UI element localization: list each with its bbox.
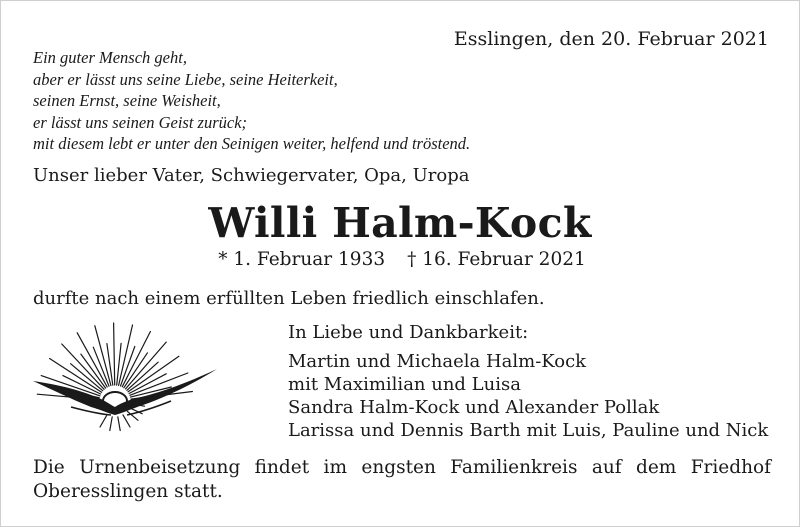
place-date: Esslingen, den 20. Februar 2021 <box>453 28 769 50</box>
poem-line: er lässt uns seinen Geist zurück; <box>33 112 248 132</box>
deceased-name: Willi Halm-Kock <box>208 199 592 247</box>
mourner-line: mit Maximilian und Luisa <box>288 374 521 395</box>
mourner-line: Martin und Michaela Halm-Kock <box>288 351 587 372</box>
poem <box>33 47 470 155</box>
poem-line: aber er lässt uns seine Liebe, seine Heiterkeit, <box>33 69 338 89</box>
mourners-heading: In Liebe und Dankbarkeit: <box>288 322 529 343</box>
poem-line: Ein guter Mensch geht, <box>33 48 187 67</box>
birth-date: * 1. Februar 1933 <box>218 249 386 270</box>
life-dates <box>1 247 799 273</box>
mourner-line: Sandra Halm-Kock und Alexander Pollak <box>288 397 660 418</box>
mourner-line: Larissa und Dennis Barth mit Luis, Pauline und Nick <box>288 420 769 441</box>
burial-notice: Die Urnenbeisetzung findet im engsten Familienkreis auf dem Friedhof Oberesslingen statt. <box>33 457 771 502</box>
poem-line: seinen Ernst, seine Weisheit, <box>33 91 221 110</box>
sun-and-bird-icon <box>31 319 221 439</box>
death-date: † 16. Februar 2021 <box>407 249 586 270</box>
relation-intro: Unser lieber Vater, Schwiegervater, Opa, Uropa <box>33 165 470 186</box>
passing-text: durfte nach einem erfüllten Leben friedlich einschlafen. <box>33 288 545 309</box>
poem-line: mit diesem lebt er unter den Seinigen weiter, helfend und tröstend. <box>33 134 471 153</box>
mourners <box>288 321 768 442</box>
